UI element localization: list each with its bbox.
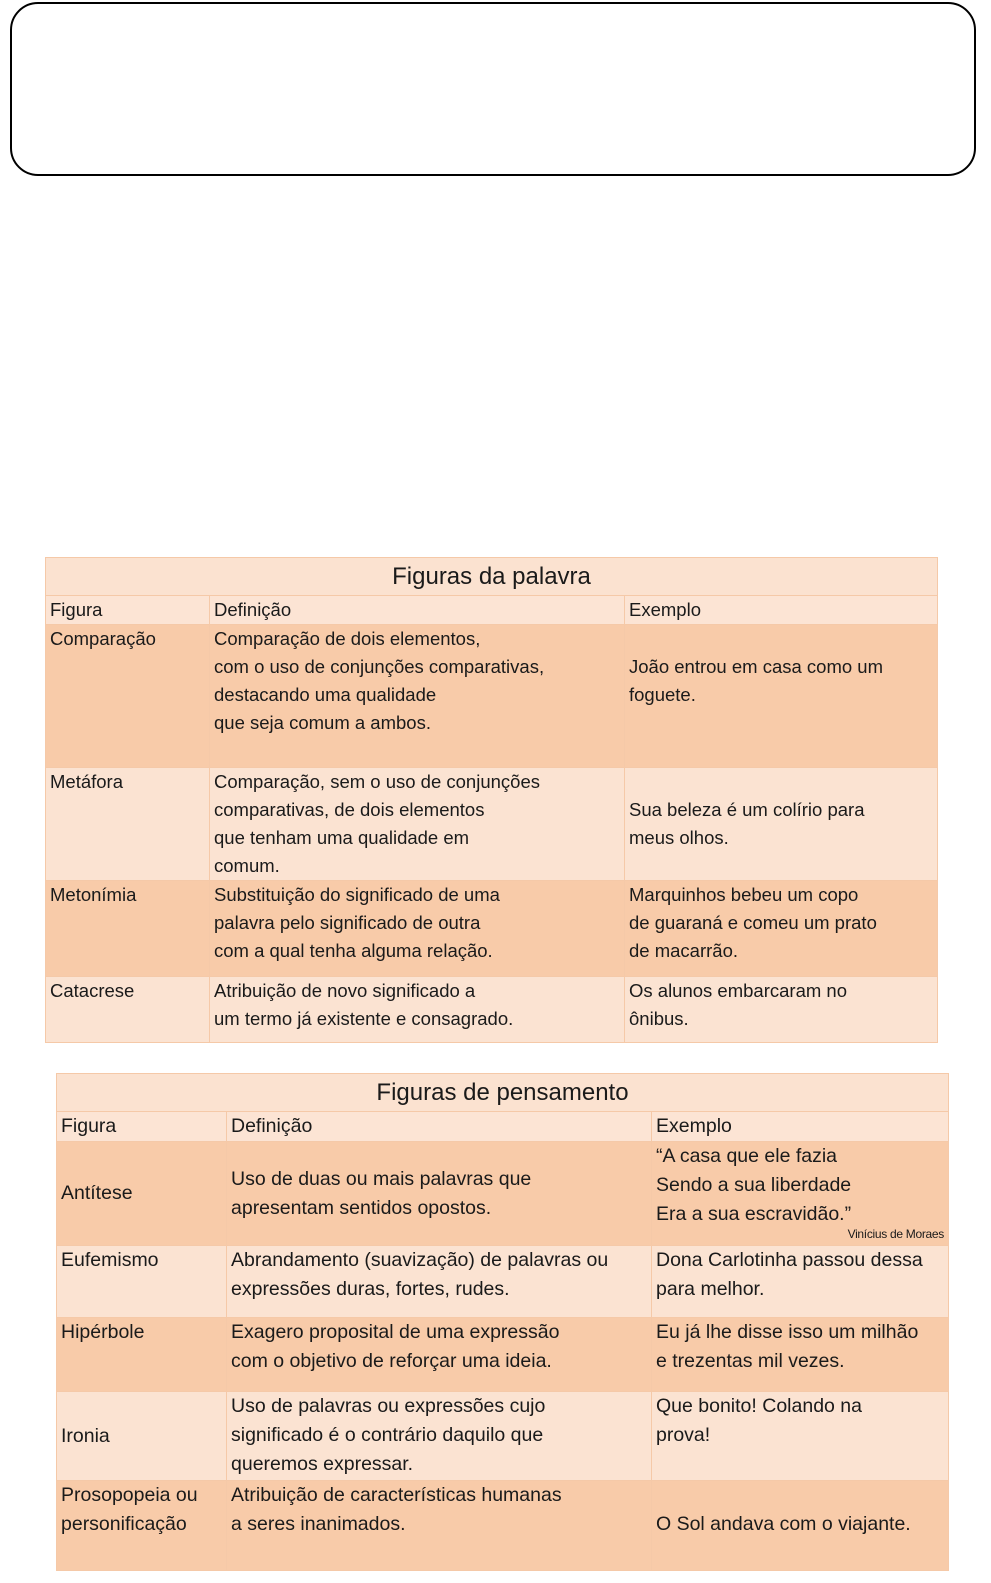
cell-exemplo: O Sol andava com o viajante. (652, 1481, 949, 1571)
cell-figura: Antítese (57, 1142, 227, 1246)
cell-exemplo: Os alunos embarcaram no ônibus. (625, 977, 938, 1043)
quote-text: “A casa que ele fazia Sendo a sua liberdade Era a sua escravidão.” (656, 1145, 852, 1225)
cell-figura: Hipérbole (57, 1318, 227, 1392)
figuras-da-palavra-table (45, 557, 938, 1043)
cell-figura: Comparação (46, 625, 210, 768)
cell-figura: Metáfora (46, 768, 210, 881)
table-title: Figuras da palavra (46, 558, 938, 596)
cell-exemplo: Que bonito! Colando na prova! (652, 1392, 949, 1481)
table-row (57, 1392, 949, 1481)
figuras-de-pensamento-table (56, 1073, 949, 1571)
table-row (57, 1318, 949, 1392)
quote-attribution: Vinícius de Moraes (847, 1227, 945, 1241)
cell-figura: Catacrese (46, 977, 210, 1043)
table-title: Figuras de pensamento (57, 1074, 949, 1112)
table-row (46, 768, 938, 881)
cell-definicao: Atribuição de características humanas a seres inanimados. (227, 1481, 652, 1571)
cell-definicao: Substituição do significado de uma palavra pelo significado de outra com a qual tenha alguma relação. (210, 881, 625, 977)
table-row (46, 881, 938, 977)
cell-exemplo: Sua beleza é um colírio para meus olhos. (625, 768, 938, 881)
table-row (57, 1142, 949, 1246)
cell-figura: Metonímia (46, 881, 210, 977)
table-row (46, 625, 938, 768)
column-header-exemplo: Exemplo (625, 596, 938, 625)
cell-exemplo: Dona Carlotinha passou dessa para melhor. (652, 1246, 949, 1318)
column-header-exemplo: Exemplo (652, 1112, 949, 1142)
table-row (57, 1481, 949, 1571)
cell-definicao: Uso de palavras ou expressões cujo significado é o contrário daquilo que queremos expressar. (227, 1392, 652, 1481)
cell-definicao: Comparação de dois elementos, com o uso de conjunções comparativas, destacando uma qualidade que seja comum a ambos. (210, 625, 625, 768)
cell-figura: Ironia (57, 1392, 227, 1481)
column-header-definicao: Definição (210, 596, 625, 625)
header-box (10, 2, 976, 176)
cell-definicao: Comparação, sem o uso de conjunções comparativas, de dois elementos que tenham uma qualidade em comum. (210, 768, 625, 881)
cell-definicao: Exagero proposital de uma expressão com o objetivo de reforçar uma ideia. (227, 1318, 652, 1392)
cell-exemplo: Marquinhos bebeu um copo de guaraná e comeu um prato de macarrão. (625, 881, 938, 977)
column-header-figura: Figura (57, 1112, 227, 1142)
table-row (46, 977, 938, 1043)
cell-figura: Eufemismo (57, 1246, 227, 1318)
table-row (57, 1246, 949, 1318)
cell-exemplo (652, 1142, 949, 1246)
cell-figura: Prosopopeia ou personificação (57, 1481, 227, 1571)
cell-definicao: Uso de duas ou mais palavras que apresentam sentidos opostos. (227, 1142, 652, 1246)
cell-definicao: Atribuição de novo significado a um termo já existente e consagrado. (210, 977, 625, 1043)
column-header-definicao: Definição (227, 1112, 652, 1142)
column-header-figura: Figura (46, 596, 210, 625)
cell-definicao: Abrandamento (suavização) de palavras ou expressões duras, fortes, rudes. (227, 1246, 652, 1318)
cell-exemplo: João entrou em casa como um foguete. (625, 625, 938, 768)
cell-exemplo: Eu já lhe disse isso um milhão e trezentas mil vezes. (652, 1318, 949, 1392)
